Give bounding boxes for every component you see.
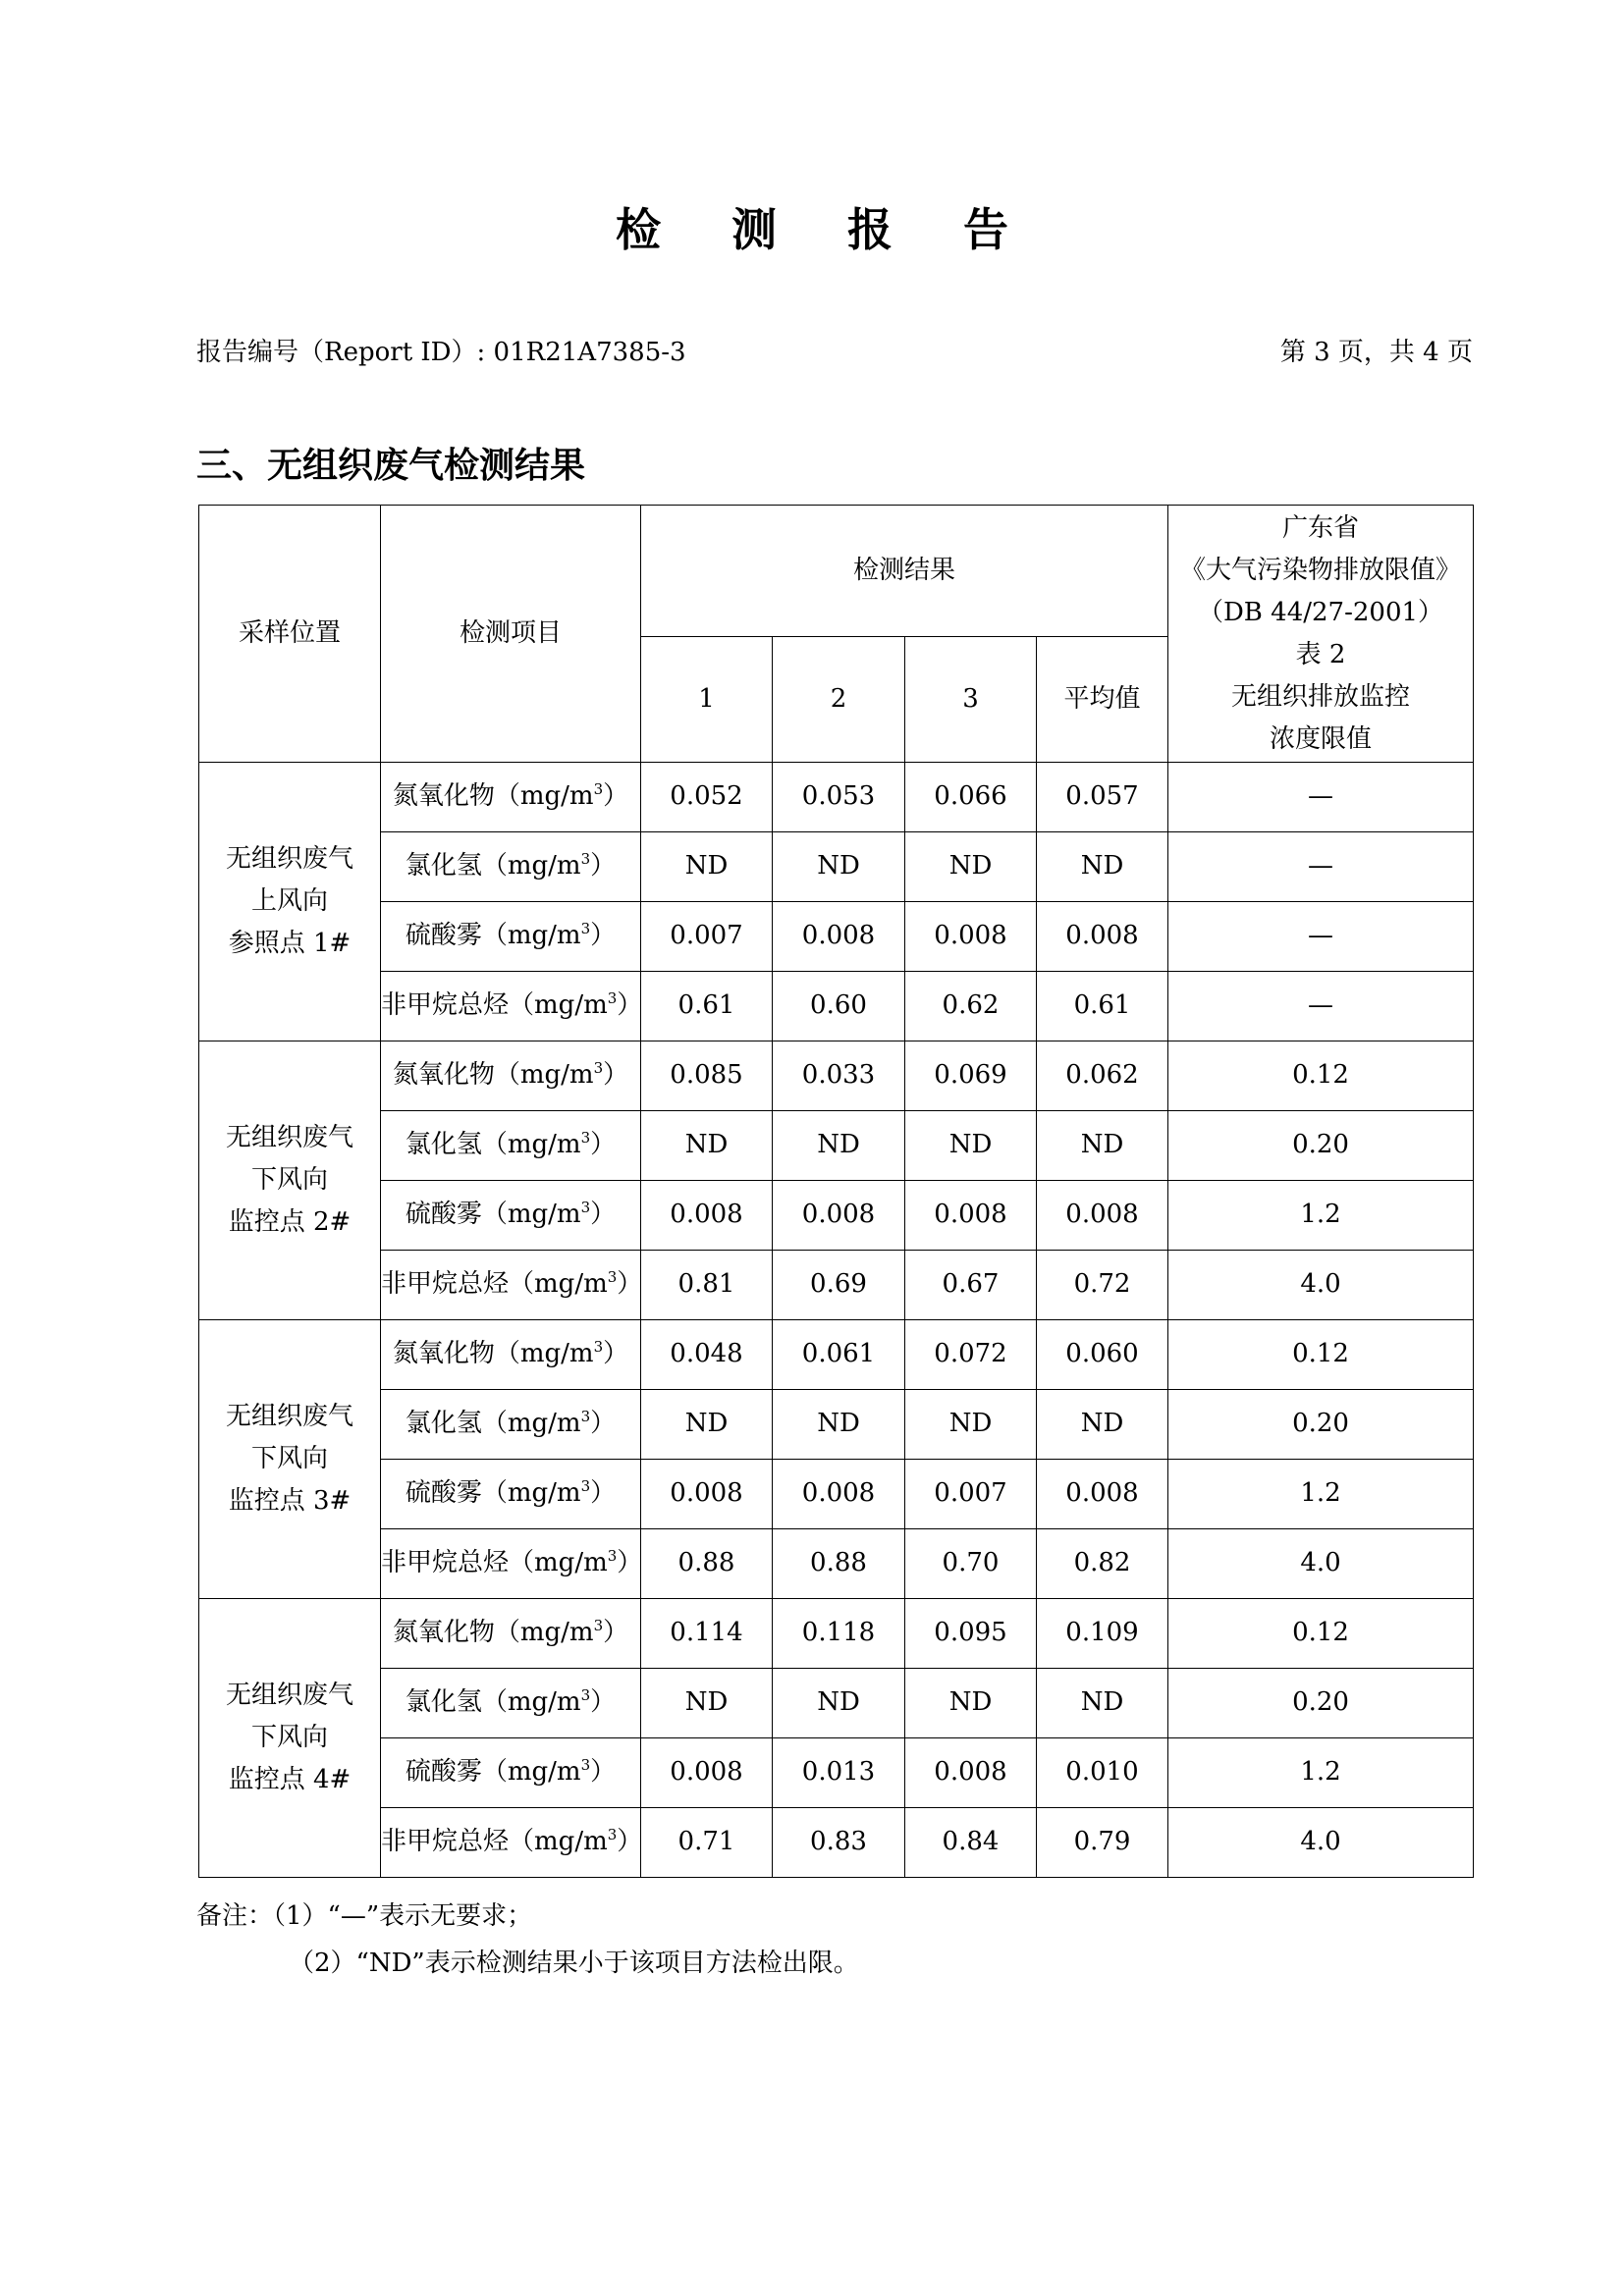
unit-superscript: 3 <box>607 989 618 1008</box>
header-standard <box>1168 506 1474 763</box>
unit-open: （mg/m <box>494 1060 594 1091</box>
page-number: 第 3 页，共 4 页 <box>1279 338 1473 367</box>
average-value: 0.82 <box>1037 1529 1168 1599</box>
item-name: 氮氧化物 <box>392 1339 495 1369</box>
header-item: 检测项目 <box>381 506 641 763</box>
result-value: 0.62 <box>905 972 1037 1041</box>
average-value: ND <box>1037 1111 1168 1181</box>
unit-close: ） <box>603 1618 629 1648</box>
location-line: 无组织废气 <box>225 1681 353 1710</box>
limit-value: 0.20 <box>1168 1111 1474 1181</box>
table-row <box>199 902 1474 972</box>
unit-close: ） <box>590 1478 617 1509</box>
result-value: 0.033 <box>773 1041 905 1111</box>
location-line: 下风向 <box>250 1165 328 1195</box>
unit-superscript: 3 <box>580 850 591 869</box>
result-value: ND <box>905 1669 1037 1738</box>
result-value: 0.053 <box>773 763 905 832</box>
unit-superscript: 3 <box>580 1756 591 1775</box>
limit-value: 0.12 <box>1168 1599 1474 1669</box>
result-value: ND <box>905 1390 1037 1460</box>
location-line: 无组织废气 <box>225 844 353 874</box>
test-item <box>381 902 641 972</box>
table-row <box>199 1599 1474 1669</box>
result-value: 0.69 <box>773 1251 905 1320</box>
result-value: 0.67 <box>905 1251 1037 1320</box>
result-value: 0.007 <box>905 1460 1037 1529</box>
result-value: 0.60 <box>773 972 905 1041</box>
header-row-1 <box>199 506 1474 637</box>
unit-open: （mg/m <box>481 1757 581 1788</box>
result-value: ND <box>773 1669 905 1738</box>
result-value: 0.013 <box>773 1738 905 1808</box>
result-value: 0.061 <box>773 1320 905 1390</box>
standard-line: 浓度限值 <box>1270 723 1373 754</box>
unit-superscript: 3 <box>580 920 591 938</box>
average-value: 0.79 <box>1037 1808 1168 1878</box>
result-value: 0.066 <box>905 763 1037 832</box>
result-value: 0.84 <box>905 1808 1037 1878</box>
item-name: 非甲烷总烃 <box>381 1548 510 1578</box>
result-value: 0.71 <box>641 1808 773 1878</box>
test-item <box>381 1111 641 1181</box>
unit-close: ） <box>590 851 617 881</box>
result-value: ND <box>905 832 1037 902</box>
result-value: ND <box>641 1669 773 1738</box>
location-line: 下风向 <box>250 1723 328 1752</box>
result-value: ND <box>773 832 905 902</box>
item-name: 非甲烷总烃 <box>381 1827 510 1857</box>
results-table <box>198 505 1474 1878</box>
unit-superscript: 3 <box>593 780 604 799</box>
item-name: 硫酸雾 <box>405 1200 482 1230</box>
unit-close: ） <box>603 781 629 812</box>
unit-close: ） <box>617 1827 643 1857</box>
unit-open: （mg/m <box>481 1478 581 1509</box>
unit-open: （mg/m <box>481 1200 581 1230</box>
unit-close: ） <box>590 1130 617 1160</box>
result-value: 0.008 <box>905 1181 1037 1251</box>
test-item <box>381 763 641 832</box>
test-item <box>381 1669 641 1738</box>
sampling-location <box>199 1599 381 1878</box>
location-line: 无组织废气 <box>225 1402 353 1431</box>
result-value: 0.008 <box>773 902 905 972</box>
table-row <box>199 1808 1474 1878</box>
result-value: ND <box>641 1390 773 1460</box>
test-item <box>381 1181 641 1251</box>
header-col-average: 平均值 <box>1037 637 1168 763</box>
result-value: ND <box>773 1390 905 1460</box>
table-row <box>199 763 1474 832</box>
limit-value: 4.0 <box>1168 1529 1474 1599</box>
average-value: ND <box>1037 1669 1168 1738</box>
location-line: 参照点 1# <box>228 929 352 958</box>
unit-open: （mg/m <box>481 1409 581 1439</box>
average-value: 0.008 <box>1037 1181 1168 1251</box>
limit-value: 4.0 <box>1168 1808 1474 1878</box>
item-name: 氯化氢 <box>405 1130 482 1160</box>
note-2: （2）“ND”表示检测结果小于该项目方法检出限。 <box>289 1949 859 1978</box>
header-col-2: 2 <box>773 637 905 763</box>
header-col-3: 3 <box>905 637 1037 763</box>
notes <box>196 1893 859 1987</box>
unit-open: （mg/m <box>481 921 581 951</box>
sampling-location <box>199 763 381 1041</box>
unit-superscript: 3 <box>580 1199 591 1217</box>
unit-superscript: 3 <box>580 1129 591 1148</box>
item-name: 氯化氢 <box>405 1687 482 1718</box>
result-value: 0.88 <box>641 1529 773 1599</box>
test-item <box>381 832 641 902</box>
test-item <box>381 1041 641 1111</box>
average-value: ND <box>1037 832 1168 902</box>
unit-close: ） <box>590 1200 617 1230</box>
note-1: 备注：（1）“—”表示无要求； <box>196 1901 533 1931</box>
table-row <box>199 1460 1474 1529</box>
unit-open: （mg/m <box>494 1618 594 1648</box>
unit-open: （mg/m <box>481 851 581 881</box>
limit-value: 0.20 <box>1168 1390 1474 1460</box>
table-row <box>199 1041 1474 1111</box>
item-name: 硫酸雾 <box>405 1478 482 1509</box>
unit-superscript: 3 <box>607 1826 618 1844</box>
results-table-body <box>199 506 1474 1878</box>
location-line: 下风向 <box>250 1444 328 1473</box>
unit-superscript: 3 <box>580 1408 591 1426</box>
unit-superscript: 3 <box>607 1547 618 1566</box>
unit-superscript: 3 <box>580 1686 591 1705</box>
unit-open: （mg/m <box>509 1269 608 1300</box>
test-item <box>381 1808 641 1878</box>
average-value: 0.057 <box>1037 763 1168 832</box>
table-row <box>199 1251 1474 1320</box>
table-row <box>199 1181 1474 1251</box>
unit-superscript: 3 <box>607 1268 618 1287</box>
standard-line: 广东省 <box>1282 512 1360 543</box>
test-item <box>381 1390 641 1460</box>
location-line: 上风向 <box>250 886 328 916</box>
location-line: 监控点 3# <box>228 1486 352 1516</box>
limit-value: 1.2 <box>1168 1181 1474 1251</box>
limit-value: 1.2 <box>1168 1738 1474 1808</box>
result-value: 0.048 <box>641 1320 773 1390</box>
limit-value: — <box>1168 972 1474 1041</box>
unit-close: ） <box>590 1757 617 1788</box>
location-line: 无组织废气 <box>225 1123 353 1152</box>
table-row <box>199 832 1474 902</box>
item-name: 硫酸雾 <box>405 921 482 951</box>
result-value: ND <box>773 1111 905 1181</box>
average-value: ND <box>1037 1390 1168 1460</box>
average-value: 0.109 <box>1037 1599 1168 1669</box>
report-title: 检 测 报 告 <box>615 203 1037 256</box>
item-name: 硫酸雾 <box>405 1757 482 1788</box>
unit-open: （mg/m <box>481 1130 581 1160</box>
result-value: 0.085 <box>641 1041 773 1111</box>
average-value: 0.008 <box>1037 902 1168 972</box>
limit-value: 0.12 <box>1168 1041 1474 1111</box>
average-value: 0.008 <box>1037 1460 1168 1529</box>
result-value: 0.81 <box>641 1251 773 1320</box>
result-value: 0.007 <box>641 902 773 972</box>
test-item <box>381 1599 641 1669</box>
table-row <box>199 1738 1474 1808</box>
item-name: 氮氧化物 <box>392 781 495 812</box>
unit-open: （mg/m <box>494 1339 594 1369</box>
table-row <box>199 1390 1474 1460</box>
unit-open: （mg/m <box>481 1687 581 1718</box>
table-row <box>199 1529 1474 1599</box>
limit-value: — <box>1168 902 1474 972</box>
result-value: 0.008 <box>905 1738 1037 1808</box>
item-name: 氯化氢 <box>405 1409 482 1439</box>
result-value: 0.052 <box>641 763 773 832</box>
standard-line: 《大气污染物排放限值》 <box>1180 555 1462 585</box>
unit-close: ） <box>590 1409 617 1439</box>
unit-open: （mg/m <box>509 990 608 1021</box>
result-value: 0.072 <box>905 1320 1037 1390</box>
result-value: 0.008 <box>641 1460 773 1529</box>
limit-value: 0.20 <box>1168 1669 1474 1738</box>
section-title: 三、无组织废气检测结果 <box>196 446 586 486</box>
result-value: 0.095 <box>905 1599 1037 1669</box>
average-value: 0.010 <box>1037 1738 1168 1808</box>
test-item <box>381 1320 641 1390</box>
result-value: 0.008 <box>641 1181 773 1251</box>
result-value: 0.114 <box>641 1599 773 1669</box>
test-item <box>381 972 641 1041</box>
item-name: 氮氧化物 <box>392 1060 495 1091</box>
standard-line: 无组织排放监控 <box>1231 681 1411 712</box>
result-value: 0.83 <box>773 1808 905 1878</box>
unit-close: ） <box>617 990 643 1021</box>
limit-value: — <box>1168 832 1474 902</box>
test-item <box>381 1738 641 1808</box>
table-row <box>199 972 1474 1041</box>
limit-value: 4.0 <box>1168 1251 1474 1320</box>
result-value: 0.118 <box>773 1599 905 1669</box>
limit-value: 1.2 <box>1168 1460 1474 1529</box>
limit-value: — <box>1168 763 1474 832</box>
result-value: 0.70 <box>905 1529 1037 1599</box>
unit-close: ） <box>603 1060 629 1091</box>
item-name: 非甲烷总烃 <box>381 1269 510 1300</box>
result-value: ND <box>905 1111 1037 1181</box>
unit-open: （mg/m <box>509 1548 608 1578</box>
header-col-1: 1 <box>641 637 773 763</box>
item-name: 氯化氢 <box>405 851 482 881</box>
result-value: 0.008 <box>905 902 1037 972</box>
report-id: 报告编号（Report ID）: 01R21A7385-3 <box>196 338 686 367</box>
result-value: 0.61 <box>641 972 773 1041</box>
average-value: 0.062 <box>1037 1041 1168 1111</box>
table-row <box>199 1669 1474 1738</box>
unit-close: ） <box>590 921 617 951</box>
result-value: 0.008 <box>773 1460 905 1529</box>
test-item <box>381 1460 641 1529</box>
unit-close: ） <box>590 1687 617 1718</box>
result-value: 0.008 <box>641 1738 773 1808</box>
sampling-location <box>199 1320 381 1599</box>
test-item <box>381 1529 641 1599</box>
result-value: ND <box>641 832 773 902</box>
result-value: 0.069 <box>905 1041 1037 1111</box>
table-row <box>199 1320 1474 1390</box>
limit-value: 0.12 <box>1168 1320 1474 1390</box>
header-result: 检测结果 <box>641 506 1168 637</box>
result-value: 0.008 <box>773 1181 905 1251</box>
unit-open: （mg/m <box>494 781 594 812</box>
unit-superscript: 3 <box>593 1338 604 1357</box>
result-value: ND <box>641 1111 773 1181</box>
standard-line: 表 2 <box>1295 639 1346 669</box>
unit-open: （mg/m <box>509 1827 608 1857</box>
average-value: 0.72 <box>1037 1251 1168 1320</box>
result-value: 0.88 <box>773 1529 905 1599</box>
unit-close: ） <box>617 1548 643 1578</box>
location-line: 监控点 4# <box>228 1765 352 1794</box>
unit-close: ） <box>617 1269 643 1300</box>
unit-superscript: 3 <box>593 1617 604 1635</box>
test-item <box>381 1251 641 1320</box>
average-value: 0.61 <box>1037 972 1168 1041</box>
item-name: 氮氧化物 <box>392 1618 495 1648</box>
average-value: 0.060 <box>1037 1320 1168 1390</box>
standard-line: （DB 44/27-2001） <box>1197 597 1444 627</box>
unit-close: ） <box>603 1339 629 1369</box>
location-line: 监控点 2# <box>228 1207 352 1237</box>
sampling-location <box>199 1041 381 1320</box>
unit-superscript: 3 <box>580 1477 591 1496</box>
table-row <box>199 1111 1474 1181</box>
item-name: 非甲烷总烃 <box>381 990 510 1021</box>
unit-superscript: 3 <box>593 1059 604 1078</box>
header-location: 采样位置 <box>199 506 381 763</box>
